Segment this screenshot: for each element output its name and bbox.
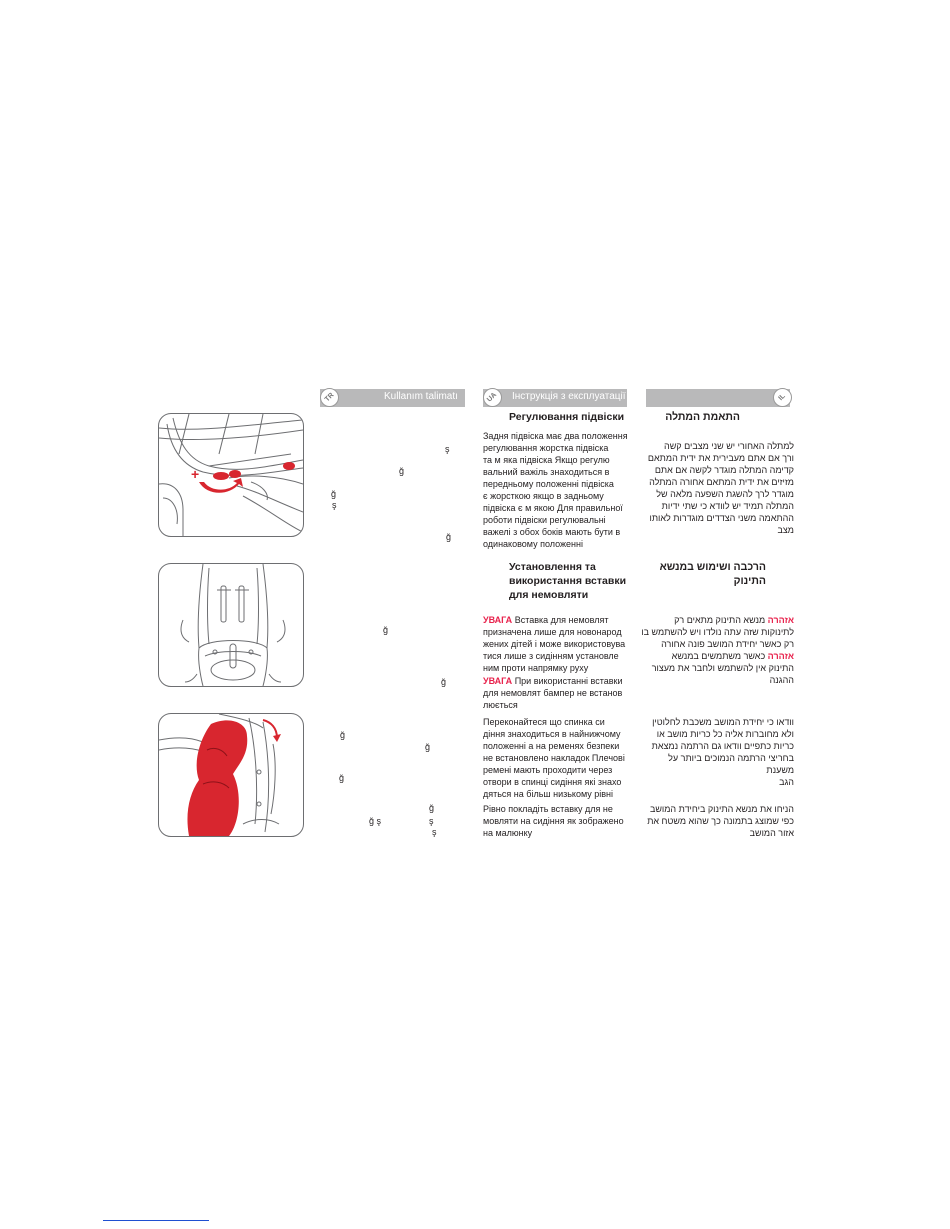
il-section-suspension-title: התאמת המתלה	[665, 411, 740, 423]
ua-warning-1	[483, 614, 633, 674]
tr-language-badge: TR	[320, 388, 339, 407]
figure-infant-insert	[158, 713, 304, 837]
suspension-illustration	[159, 414, 303, 536]
tr-header-bar	[320, 389, 465, 407]
footer-link-underline	[103, 1220, 209, 1221]
insert-illustration	[159, 714, 303, 836]
il-paragraph-place-insert: הניחו את מנשא התינוק ביחידת המושב כפי שמוצג בתמונה כך שהוא משטח את אזור המושב	[647, 804, 794, 838]
ua-header-bar	[483, 389, 627, 407]
tr-char: ğ	[425, 742, 431, 752]
figure-seat-top-view	[158, 563, 304, 687]
tr-header-label: Kullanım talimatı	[384, 391, 458, 402]
il-warning-1	[640, 614, 794, 650]
tr-char: ğ	[383, 625, 389, 635]
il-warning-1-label: אזהרה	[767, 615, 794, 625]
il-warning-2	[640, 650, 794, 686]
tr-char: ş	[332, 500, 337, 510]
figure-suspension-adjust	[158, 413, 304, 537]
seat-illustration	[159, 564, 303, 686]
il-warning-2-label: אזהרה	[767, 651, 794, 661]
tr-char: ğ	[446, 532, 452, 542]
tr-char: ğ	[429, 803, 435, 813]
il-section-insert-title: הרכבה ושימוש במנשא התינוק	[659, 561, 766, 587]
il-section-suspension-body: למתלה האחורי יש שני מצבים קשה ורך אם אתם מעבירית את ידית המתאם קדימה המתלה מוגדר לקשה אם אתם מזיזים את ידית המתאם אחורה המתלה מוגדר לרך להשגת השפעה מלאה של המתלה תמיד יש לוודא כי שתי ידיות ההתאמה משני הצדדים מוגדרות לאותו מצב	[647, 441, 794, 535]
ua-warning-2-text: При використанні вставки для немовлят бампер не встанов люється	[483, 676, 623, 710]
ua-section-insert-title: Установлення та використання вставки для немовляти	[509, 561, 627, 601]
ua-warning-2	[483, 675, 633, 711]
ua-section-suspension-body: Задня підвіска має два положення регулювання жорстка підвіска та м яка підвіска Якщо регулю вальний важіль знаходиться в передньому положенні підвіска є жорсткою якщо в задньому підвіска є м якою Для правильної роботи підвіски регулювальні важелі з обох боків мають бути в одинаковому положенні	[483, 431, 628, 549]
il-warning-2-text: כאשר משתמשים במנשא התינוק אין להשתמש ולחבר את מעצור ההגנה	[651, 651, 794, 685]
tr-char: ğ ş	[369, 816, 382, 826]
il-warning-1-text: מנשא התינוק מתאים רק לתינוקות שזה עתה נולדו ויש להשתמש בו רק כאשר יחידת המושב פונה אחורה	[641, 615, 794, 649]
il-language-badge: IL	[773, 388, 792, 407]
tr-char: ğ	[331, 489, 337, 499]
ua-warning-1-label: УВАГА	[483, 615, 513, 625]
il-paragraph-seat-position: וודאו כי יחידת המושב משכבת לחלוטין ולא מחוברות אליה כל כריות מושב או כריות כתפיים וודאו גם הרתמה נמצאת בחריצי הרתמה הנמוכים ביותר על משענת הגב	[651, 717, 794, 787]
tr-char: ğ	[399, 466, 405, 476]
tr-char: ğ	[340, 730, 346, 740]
il-header-bar	[646, 389, 790, 407]
tr-char: ş	[429, 816, 434, 826]
tr-char: ğ	[339, 773, 345, 783]
ua-paragraph-seat-position: Переконайтеся що спинка си діння знаходиться в найнижчому положенні а на ременях безпеки не встановлено накладок Плечові ремені мають проходити через отвори в спинці сидіння які знахо дяться на більш низькому рівні	[483, 717, 625, 799]
ua-header-label: Інструкція з експлуатації	[512, 391, 626, 402]
ua-section-suspension-title: Регулювання підвіски	[509, 411, 625, 423]
ua-paragraph-place-insert: Рівно покладіть вставку для не мовляти на сидіння як зображено на малюнку	[483, 804, 624, 838]
tr-char: ş	[432, 827, 437, 837]
ua-warning-1-text: Вставка для немовлят призначена лише для новонарод жених дітей і може використовува тися лише з сидінням установле ним проти напрямку руху	[483, 615, 626, 673]
plus-sign: +	[191, 466, 200, 482]
ua-language-badge: UA	[483, 388, 502, 407]
tr-char: ğ	[441, 677, 447, 687]
tr-char: ş	[445, 444, 450, 454]
ua-warning-2-label: УВАГА	[483, 676, 513, 686]
